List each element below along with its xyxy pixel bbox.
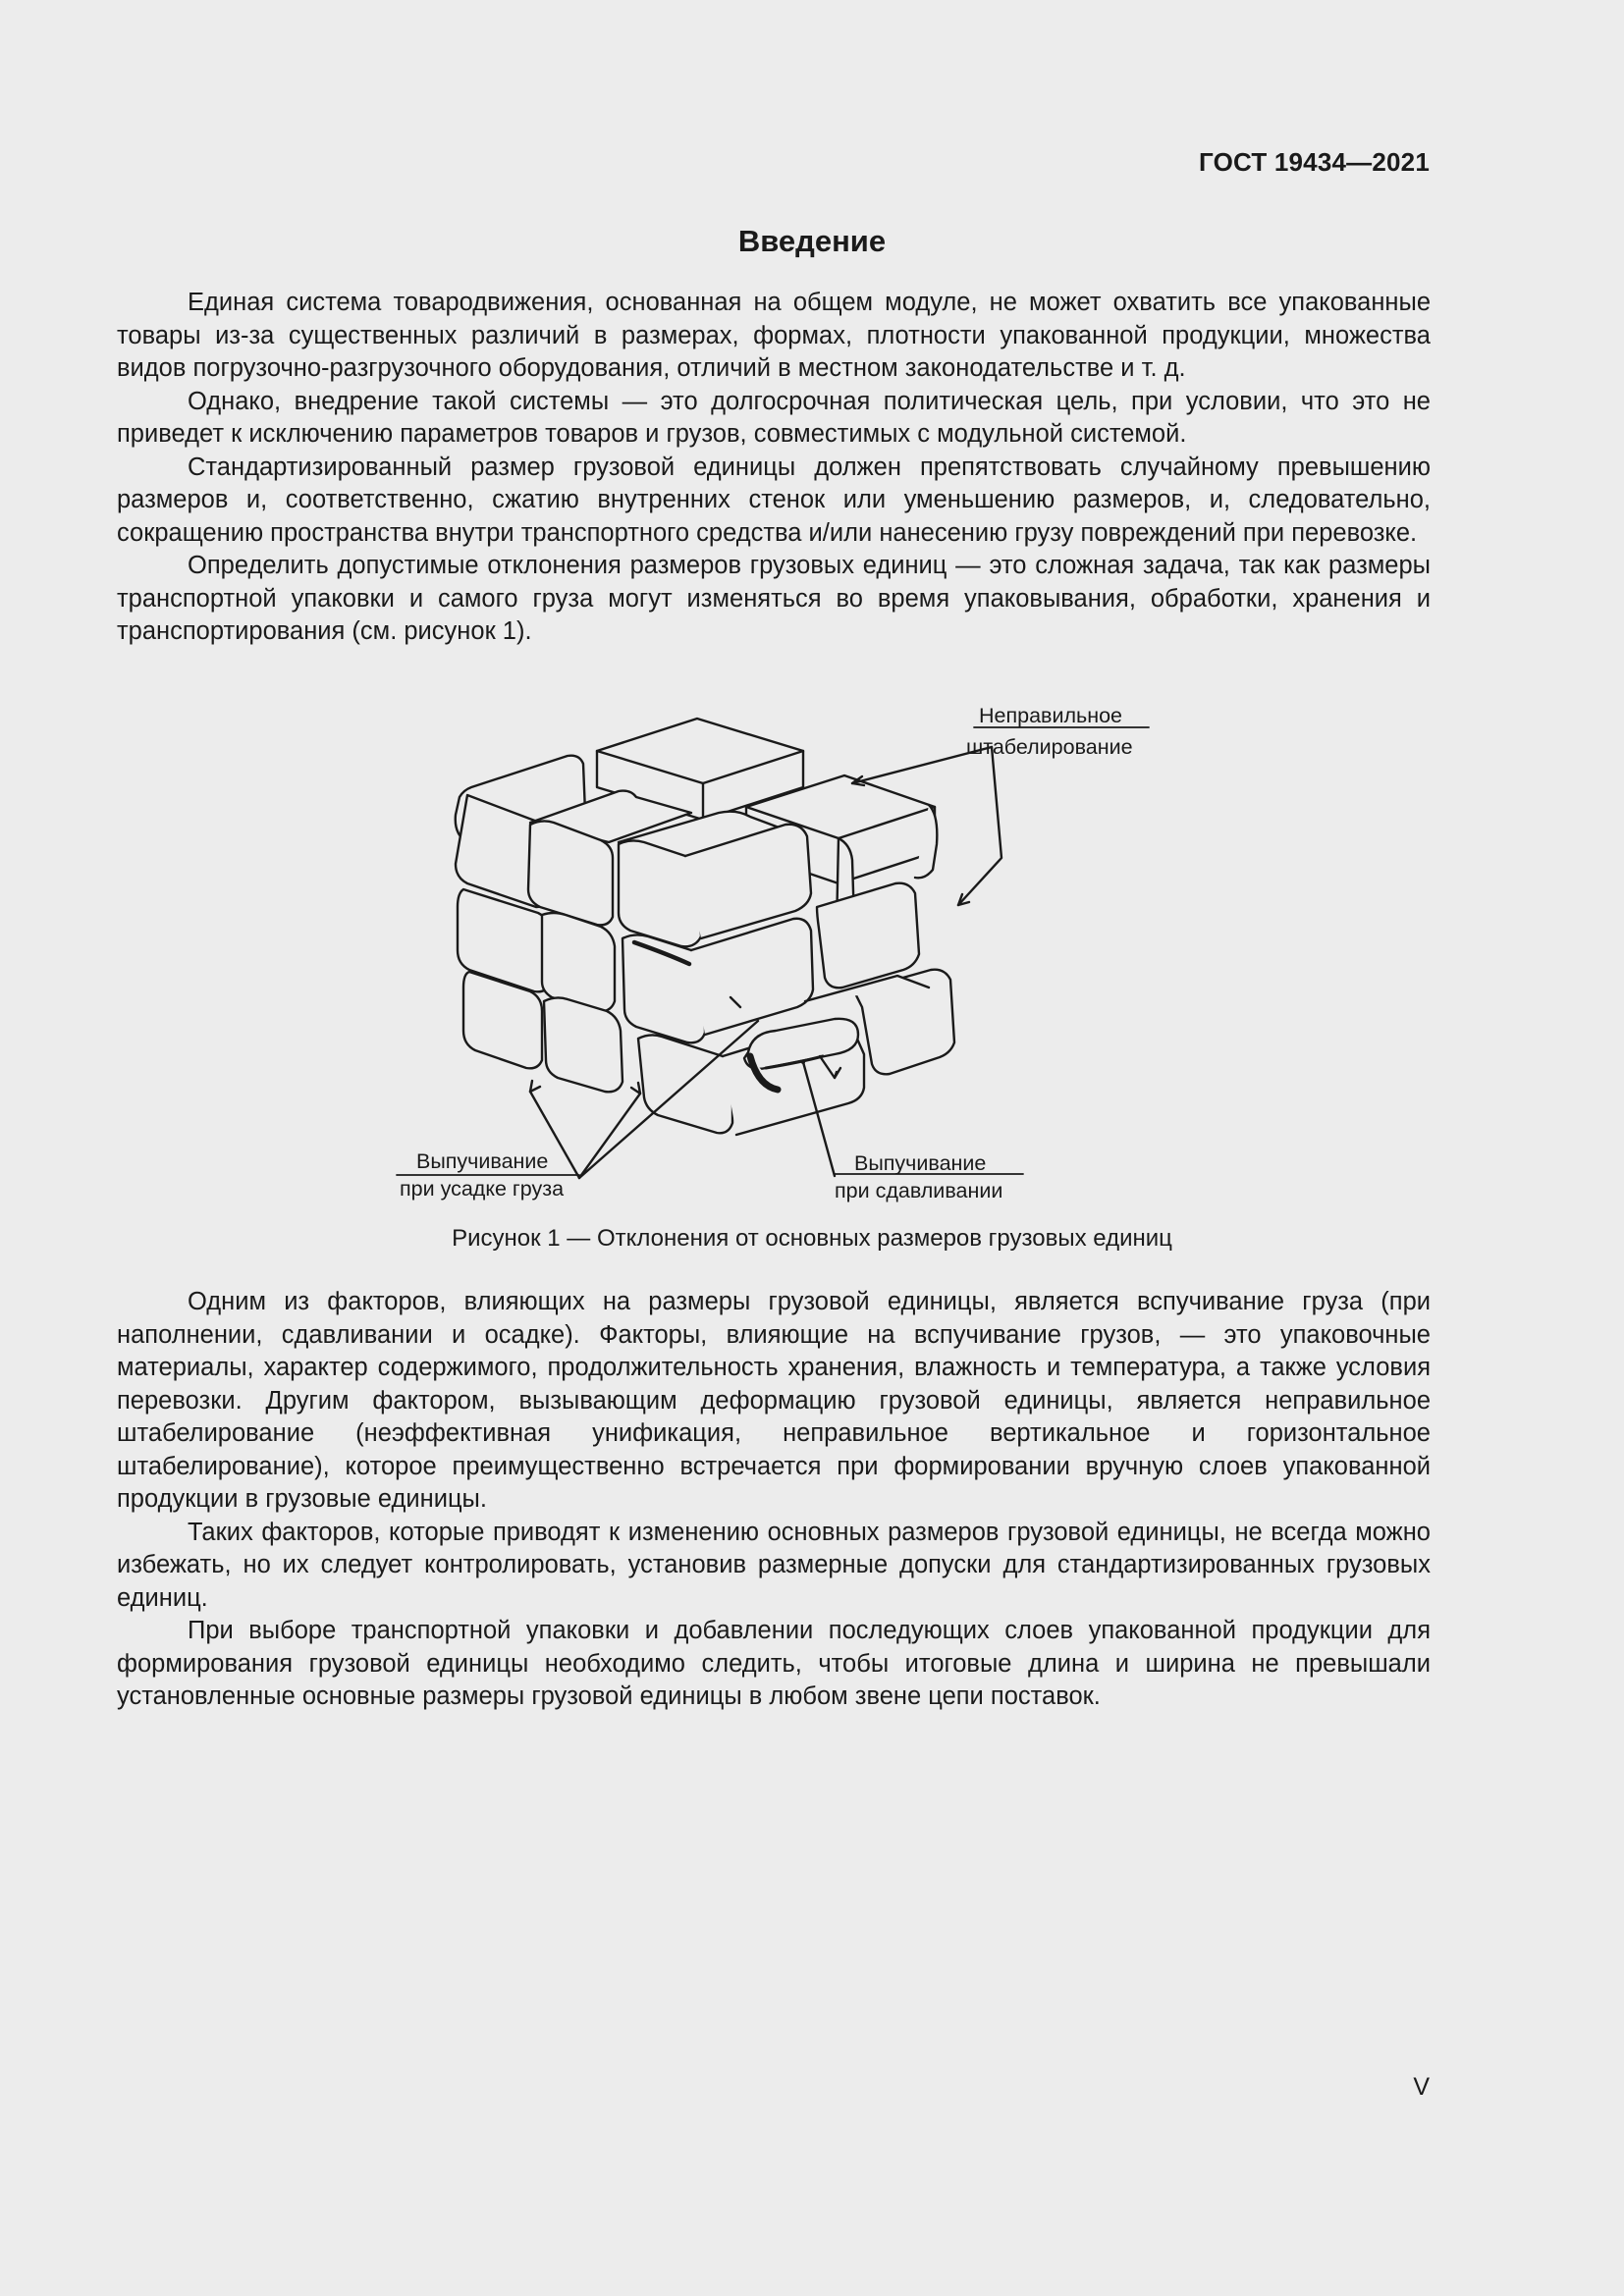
intro-text: [117, 287, 1431, 649]
section-title: Введение: [737, 224, 887, 258]
paragraph: При выборе транспортной упаковки и добавлении последующих слоев упакованной продукции для формирования грузовой единицы необходимо следить, чтобы итоговые длина и ширина не превышали установленные основные размеры грузовой единицы в любом звене цепи поставок.: [117, 1617, 1431, 1710]
body-text: [117, 1286, 1431, 1714]
stacked-packages-illustration: [373, 697, 1159, 1227]
paragraph: Одним из факторов, влияющих на размеры грузовой единицы, является вспучивание груза (при наполнении, сдавливании и осадке). Факторы, влияющие на вспучивание грузов, — это упаковочные материалы, характер содержимого, продолжительность хранения, влажность и температура, а также условия перевозки. Другим фактором, вызывающим деформацию грузовой единицы, является неправильное штабелирование (неэффективная унификация, неправильное вертикальное и горизонтальное штабелирование), которое преимущественно встречается при формировании вручную слоев упакованной продукции в грузовые единицы.: [117, 1288, 1431, 1513]
label-bulge-shrink-line2: при усадке груза: [400, 1177, 565, 1201]
page-number: V: [1413, 2073, 1430, 2101]
document-code: ГОСТ 19434—2021: [1199, 147, 1430, 177]
paragraph: Однако, внедрение такой системы — это долгосрочная политическая цель, при условии, что это не приведет к исключению параметров товаров и грузов, совместимых с модульной системой.: [117, 387, 1431, 448]
label-bulge-squeeze-line2: при сдавливании: [835, 1179, 1003, 1202]
paragraph: Единая система товародвижения, основанная на общем модуле, не может охватить все упакованные товары из-за существенных различий в размерах, формах, плотности упакованной продукции, множества видов погрузочно-разгрузочного оборудования, отличий в местном законодательстве и т. д.: [117, 289, 1431, 382]
label-bulge-shrink-line1: Выпучивание: [416, 1149, 549, 1173]
paragraph: Определить допустимые отклонения размеров грузовых единиц — это сложная задача, так как размеры транспортной упаковки и самого груза могут изменяться во время упаковывания, обработки, хранения и транспортирования (см. рисунок 1).: [117, 552, 1431, 645]
label-bulge-squeeze-line1: Выпучивание: [854, 1151, 987, 1175]
label-improper-stacking-line2: штабелирование: [966, 735, 1133, 759]
figure-1: [373, 697, 1159, 1227]
paragraph: Стандартизированный размер грузовой единицы должен препятствовать случайному превышению размеров и, соответственно, сжатию внутренних стенок или уменьшению размеров, и, следовательно, сокращению пространства внутри транспортного средства и/или нанесению грузу повреждений при перевозке.: [117, 453, 1431, 547]
paragraph: Таких факторов, которые приводят к изменению основных размеров грузовой единицы, не всегда можно избежать, но их следует контролировать, установив размерные допуски для стандартизированных грузовых единиц.: [117, 1518, 1431, 1612]
figure-caption: Рисунок 1 — Отклонения от основных размеров грузовых единиц: [452, 1225, 1172, 1252]
label-improper-stacking-line1: Неправильное: [979, 704, 1123, 727]
